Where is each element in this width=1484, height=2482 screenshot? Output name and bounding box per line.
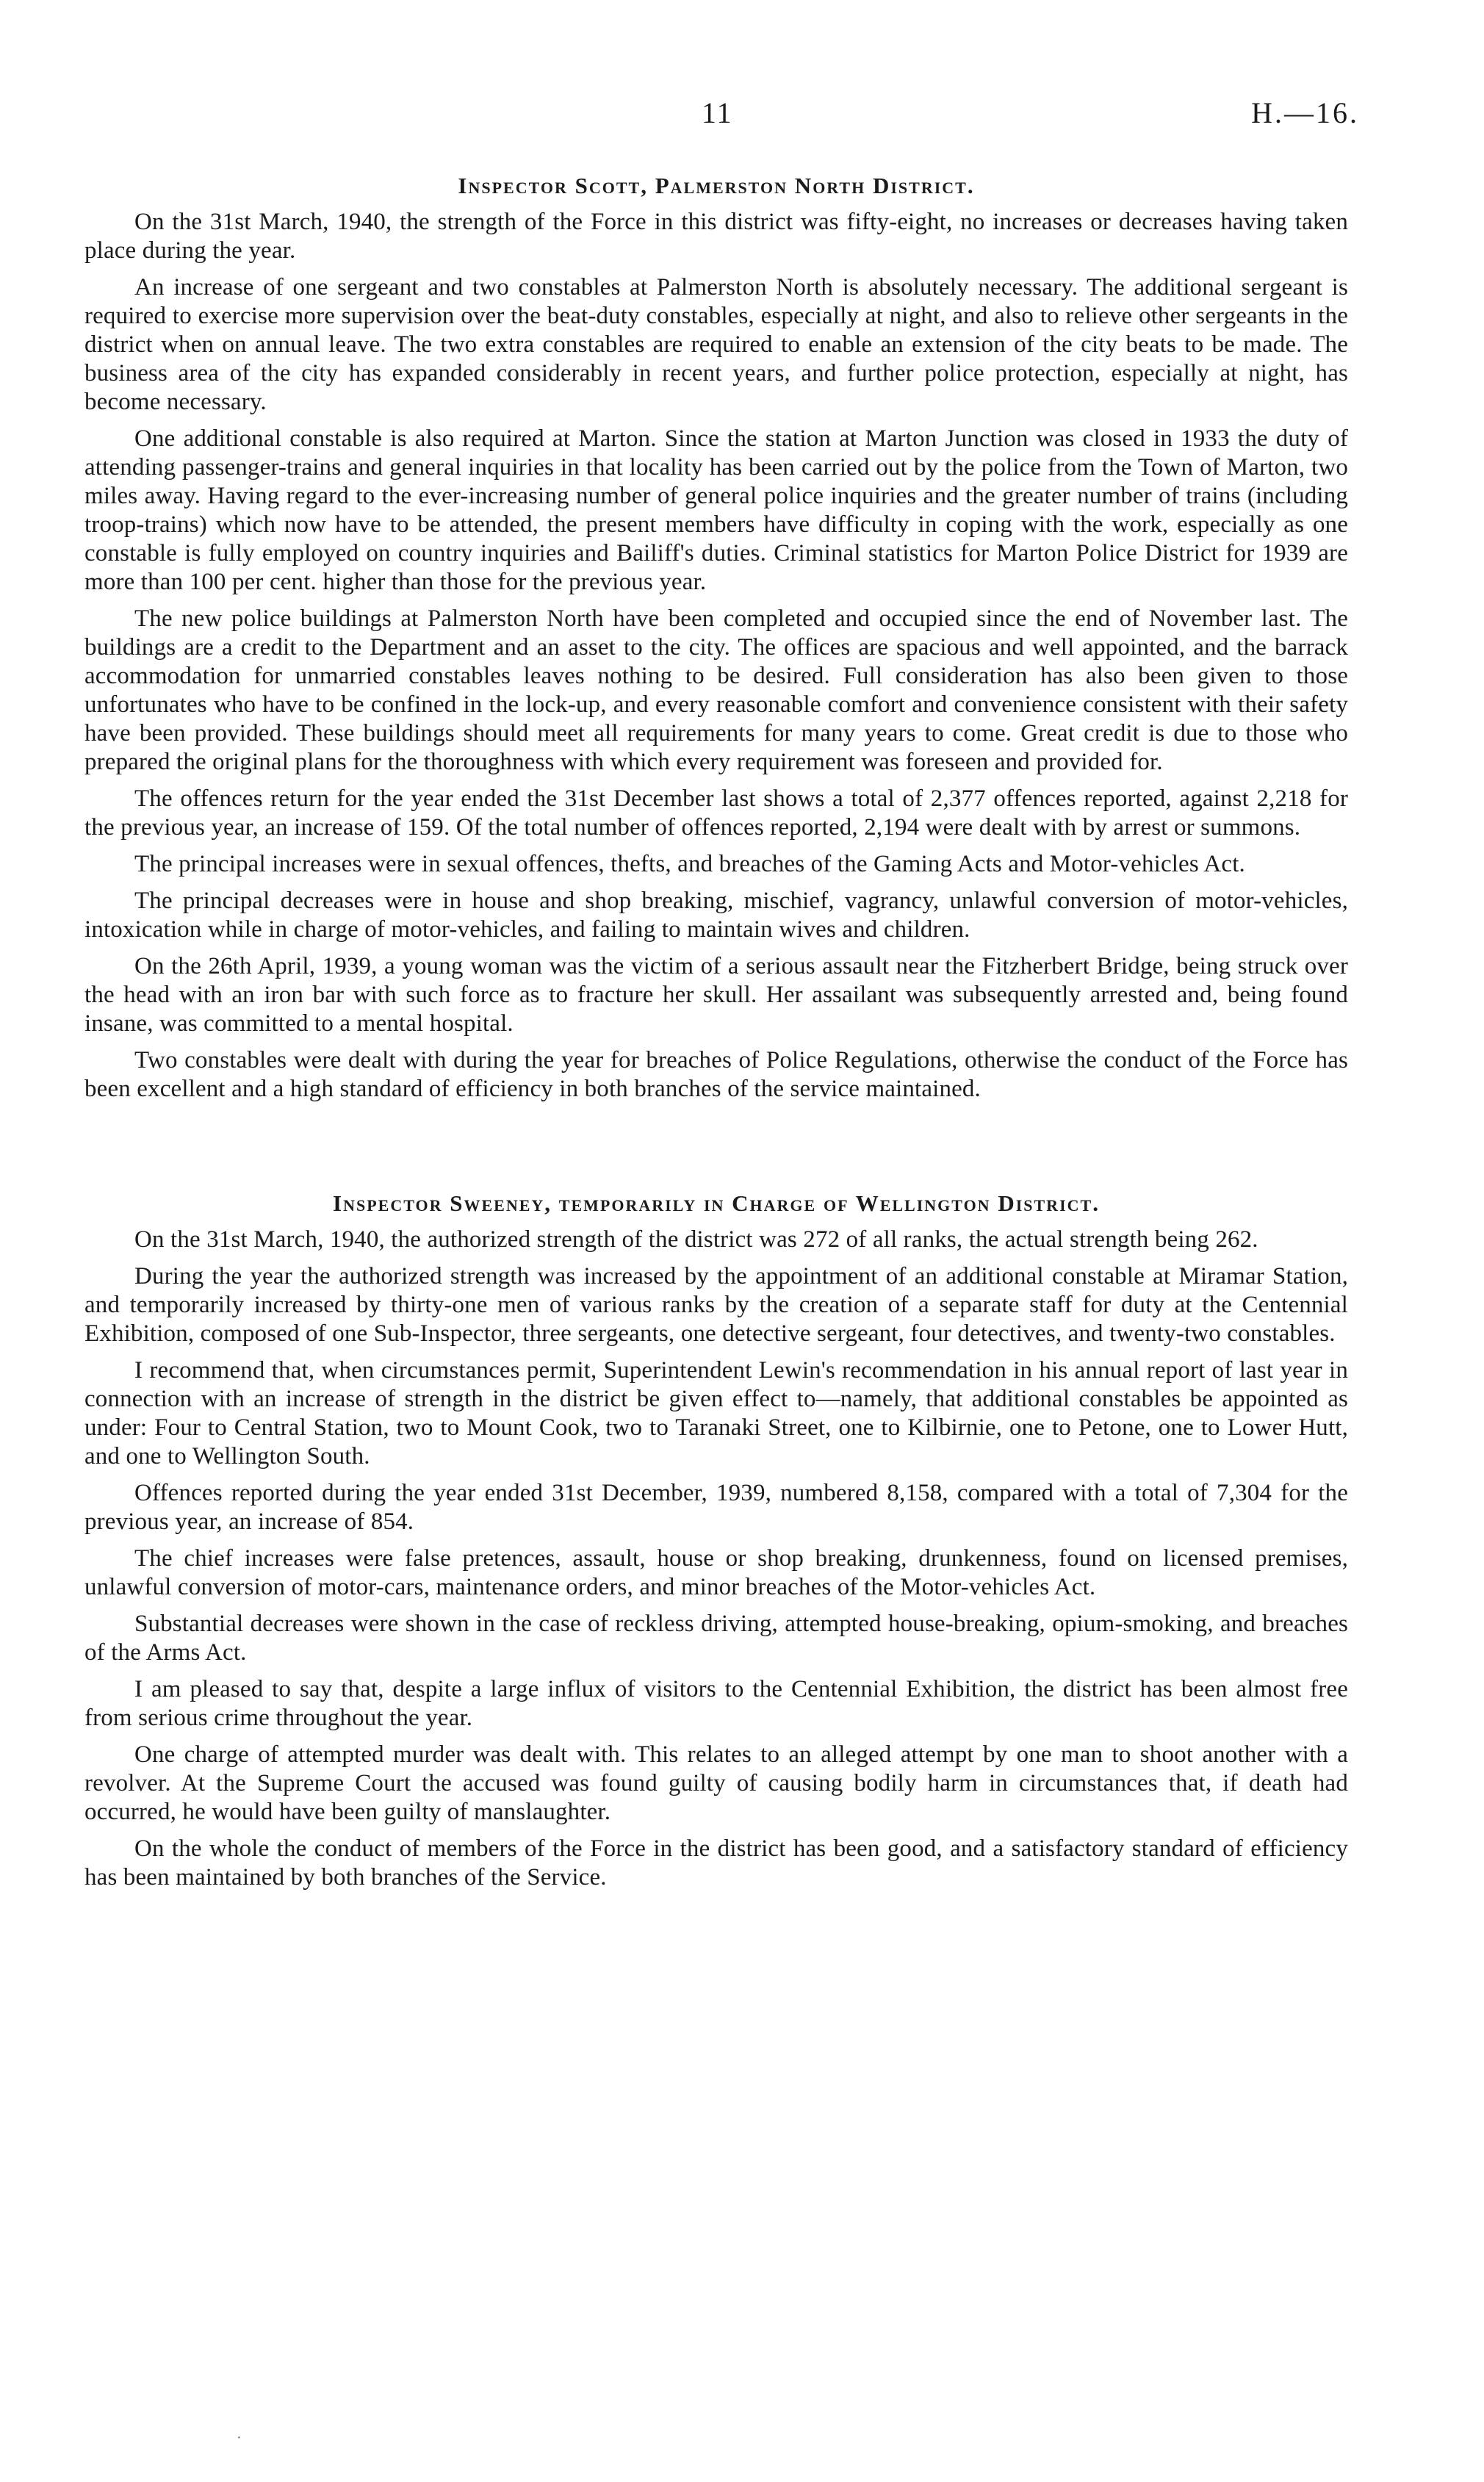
section-wellington [84, 1190, 1348, 1892]
paragraph: On the 31st March, 1940, the authorized strength of the district was 272 of all ranks, the actual strength being 262. [134, 1226, 1258, 1253]
paragraph: I am pleased to say that, despite a large influx of visitors to the Centennial Exhibition, the district has been almost free from serious crime throughout the year. [84, 1676, 1348, 1731]
paragraph: One additional constable is also required at Marton. Since the station at Marton Junction was closed in 1933 the duty of attending passenger-trains and general inquiries in that locality has been carried out by the police from the Town of Marton, two miles away. Having regard to the ever-increasing number of general police inquiries and the greater number of trains (including troop-trains) which now have to be attended, the present members have difficulty in coping with the work, especially as one constable is fully employed on country inquiries and Bailiff's duties. Criminal statistics for Marton Police District for 1939 are more than 100 per cent. higher than those for the previous year. [84, 425, 1348, 595]
section-heading: Inspector Scott, Palmerston North District. [458, 173, 975, 198]
document-reference: H.—16. [1251, 96, 1359, 129]
section-heading: Inspector Sweeney, temporarily in Charge of Wellington District. [333, 1190, 1100, 1216]
section-palmerston-north [84, 173, 1348, 1104]
paragraph: Offences reported during the year ended 31st December, 1939, numbered 8,158, compared with a total of 7,304 for the previous year, an increase of 854. [84, 1480, 1348, 1535]
paragraph: I recommend that, when circumstances permit, Superintendent Lewin's recommendation in his annual report of last year in connection with an increase of strength in the district be given effect to—namely, that additional constables be appointed as under: Four to Central Station, two to Mount Cook, two to Taranaki Street, one to Kilbirnie, one to Petone, one to Lower Hutt, and one to Wellington South. [84, 1357, 1348, 1470]
paragraph: On the 26th April, 1939, a young woman was the victim of a serious assault near the Fitzherbert Bridge, being struck over the head with an iron bar with such force as to fracture her skull. Her assailant was subsequently arrested and, being found insane, was committed to a mental hospital. [84, 953, 1348, 1037]
print-speck: · [237, 2430, 242, 2446]
report-body [84, 173, 1348, 1900]
page-header [0, 96, 1484, 140]
paragraph: Substantial decreases were shown in the case of reckless driving, attempted house-breaking, opium-smoking, and breaches of the Arms Act. [84, 1611, 1348, 1666]
paragraph: The chief increases were false pretences, assault, house or shop breaking, drunkenness, found on licensed premises, unlawful conversion of motor-cars, maintenance orders, and minor breaches of the Motor-vehicles Act. [84, 1545, 1348, 1600]
paragraph: One charge of attempted murder was dealt with. This relates to an alleged attempt by one man to shoot another with a revolver. At the Supreme Court the accused was found guilty of causing bodily harm in circumstances that, if death had occurred, he would have been guilty of manslaughter. [84, 1741, 1348, 1825]
paragraph: On the whole the conduct of members of the Force in the district has been good, and a satisfactory standard of efficiency has been maintained by both branches of the Service. [84, 1835, 1348, 1891]
paragraph: The offences return for the year ended the 31st December last shows a total of 2,377 offences reported, against 2,218 for the previous year, an increase of 159. Of the total number of offences reported, 2,194 were dealt with by arrest or summons. [84, 785, 1348, 841]
paragraph: Two constables were dealt with during the year for breaches of Police Regulations, otherwise the conduct of the Force has been excellent and a high standard of efficiency in both branches of the service maintained. [84, 1047, 1348, 1102]
page-number: 11 [702, 96, 733, 129]
paragraph: During the year the authorized strength was increased by the appointment of an additional constable at Miramar Station, and temporarily increased by thirty-one men of various ranks by the creation of a separate staff for duty at the Centennial Exhibition, composed of one Sub-Inspector, three sergeants, one detective sergeant, four detectives, and twenty-two constables. [84, 1263, 1348, 1347]
paragraph: An increase of one sergeant and two constables at Palmerston North is absolutely necessary. The additional sergeant is required to exercise more supervision over the beat-duty constables, especially at night, and also to relieve other sergeants in the district when on annual leave. The two extra constables are required to enable an extension of the city beats to be made. The business area of the city has expanded considerably in recent years, and further police protection, especially at night, has become necessary. [84, 274, 1348, 415]
paragraph: The new police buildings at Palmerston North have been completed and occupied since the end of November last. The buildings are a credit to the Department and an asset to the city. The offices are spacious and well appointed, and the barrack accommodation for unmarried constables leaves nothing to be desired. Full consideration has also been given to those unfortunates who have to be confined in the lock-up, and every reasonable comfort and convenience consistent with their safety have been provided. These buildings should meet all requirements for many years to come. Great credit is due to those who prepared the original plans for the thoroughness with which every requirement was foreseen and provided for. [84, 605, 1348, 775]
paragraph: The principal decreases were in house and shop breaking, mischief, vagrancy, unlawful conversion of motor-vehicles, intoxication while in charge of motor-vehicles, and failing to maintain wives and children. [84, 888, 1348, 943]
paragraph: The principal increases were in sexual offences, thefts, and breaches of the Gaming Acts and Motor-vehicles Act. [134, 851, 1245, 877]
paragraph: On the 31st March, 1940, the strength of the Force in this district was fifty-eight, no increases or decreases having taken place during the year. [84, 209, 1348, 264]
